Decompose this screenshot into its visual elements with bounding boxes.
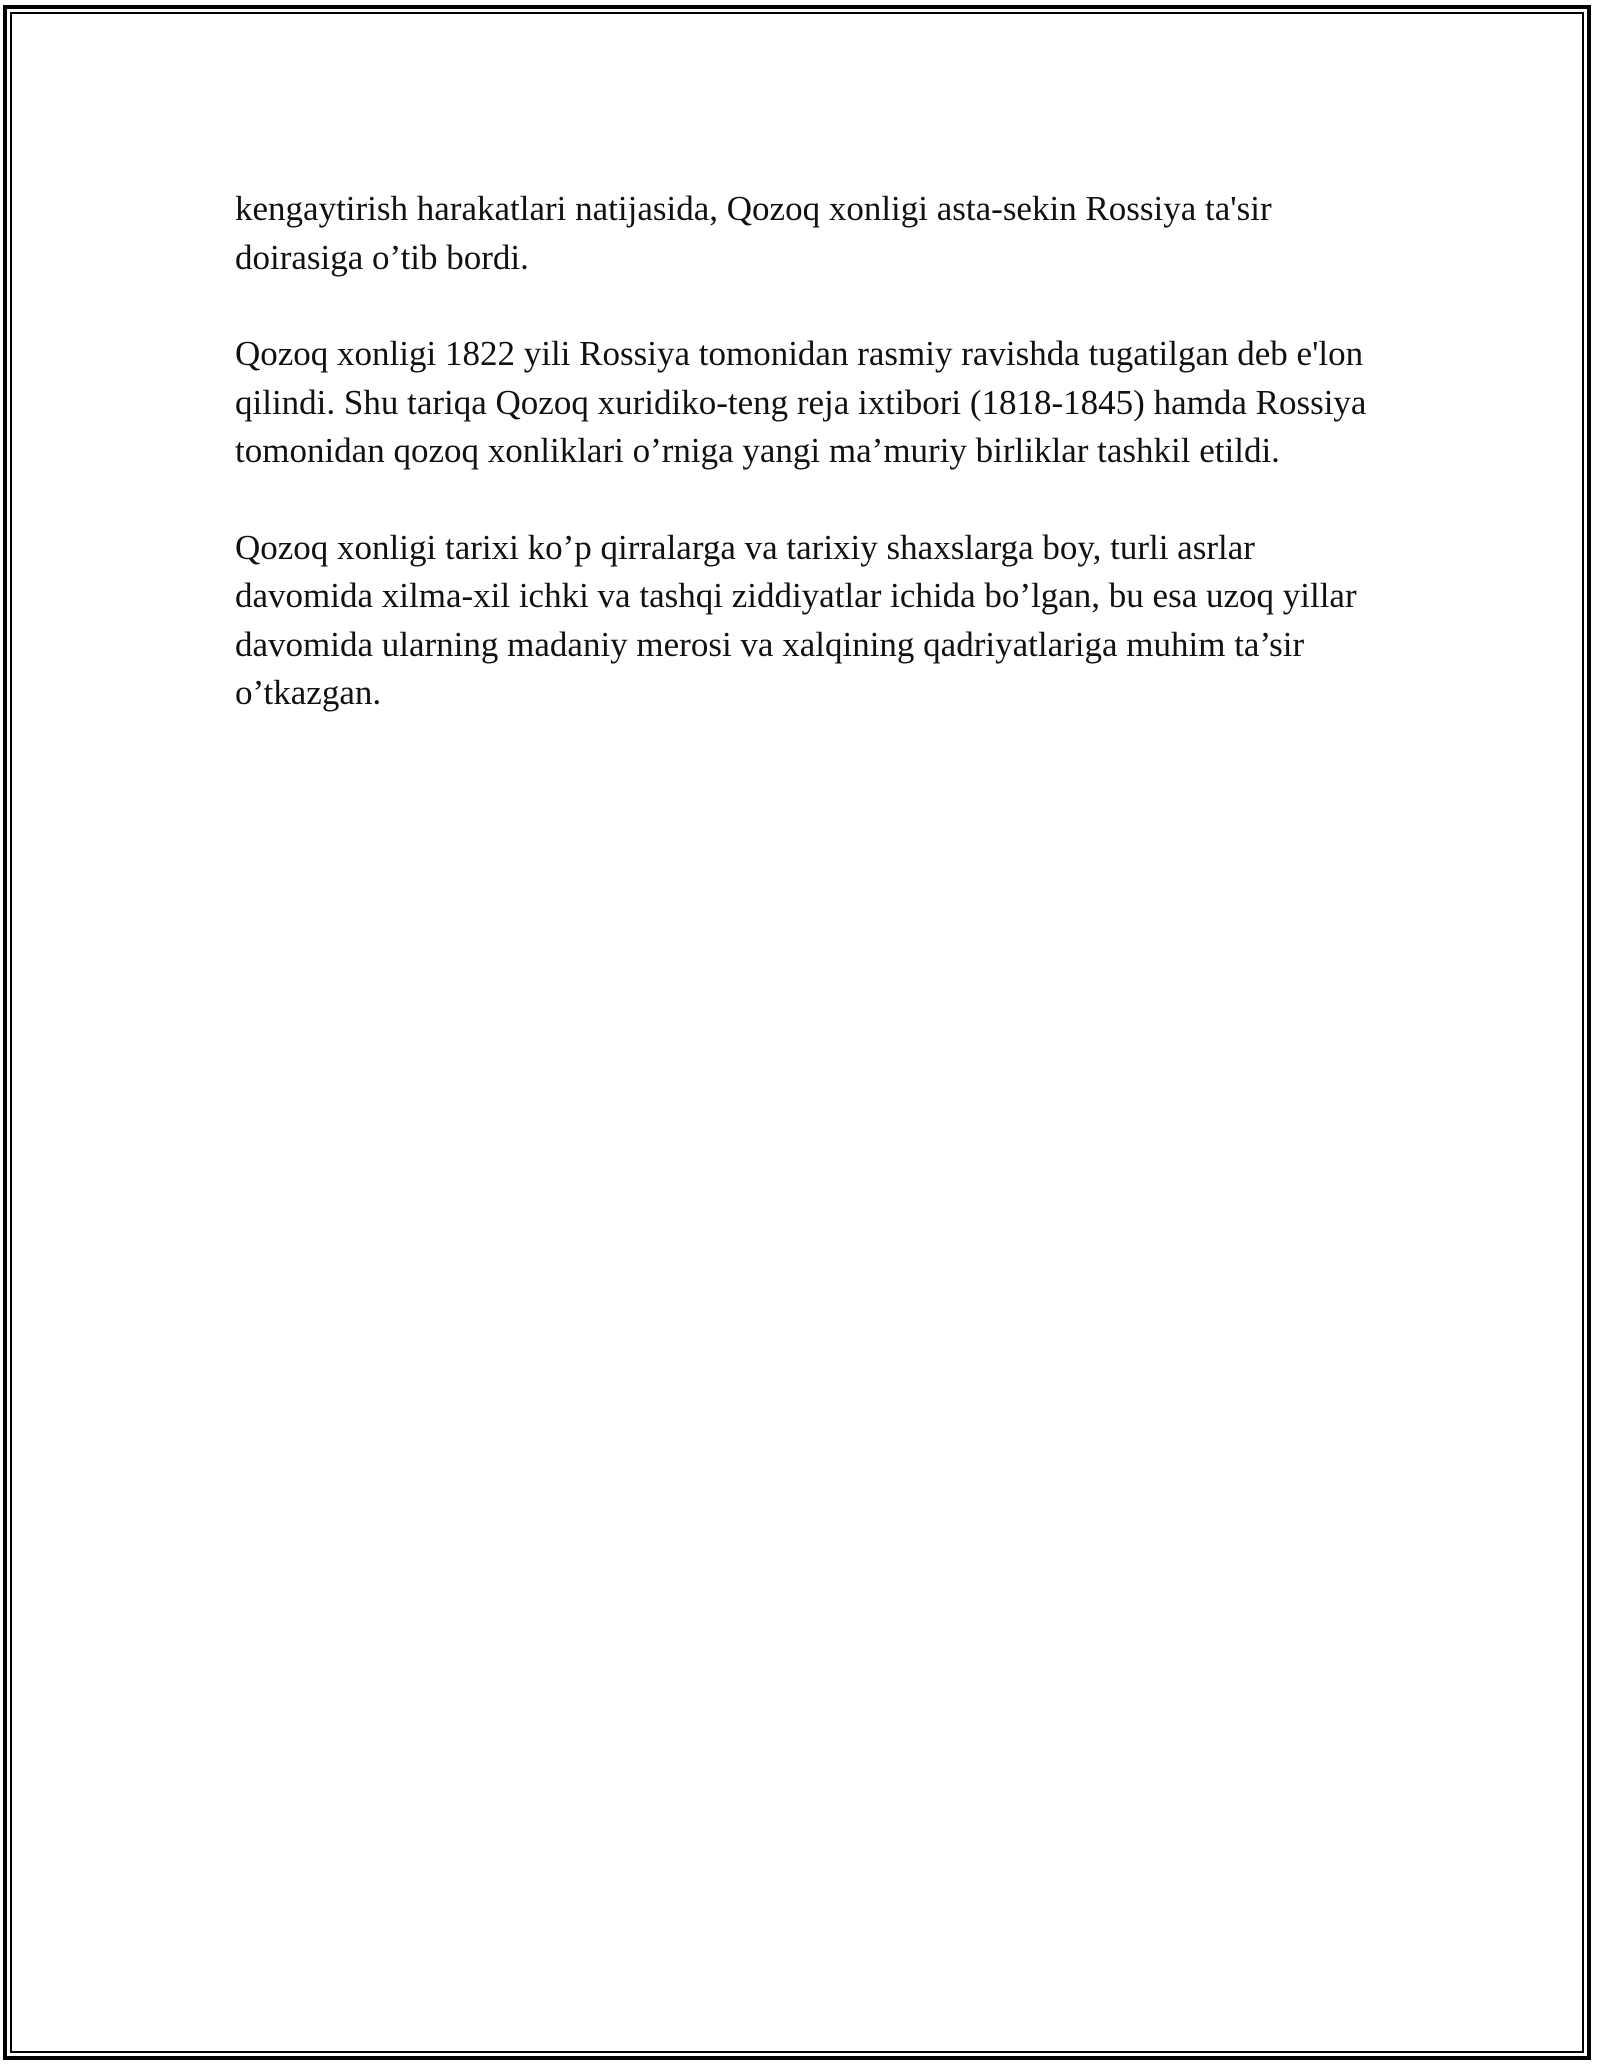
document-body [235,185,1385,766]
paragraph-1: kengaytirish harakatlari natijasida, Qozoq xonligi asta-sekin Rossiya ta'sir doirasiga o’tib bordi. [235,189,1272,277]
paragraph-3: Qozoq xonligi tarixi ko’p qirralarga va tarixiy shaxslarga boy, turli asrlar davomida xilma-xil ichki va tashqi ziddiyatlar ichida bo’lgan, bu esa uzoq yillar davomida ularning madaniy merosi va xalqining qadriyatlariga muhim ta’sir o’tkazgan. [235,527,1357,712]
paragraph-2: Qozoq xonligi 1822 yili Rossiya tomonidan rasmiy ravishda tugatilgan deb e'lon qilindi. Shu tariqa Qozoq xuridiko-teng reja ixtibori (1818-1845) hamda Rossiya tomonidan qozoq xonliklari o’rniga yangi ma’muriy birliklar tashkil etildi. [235,334,1367,470]
